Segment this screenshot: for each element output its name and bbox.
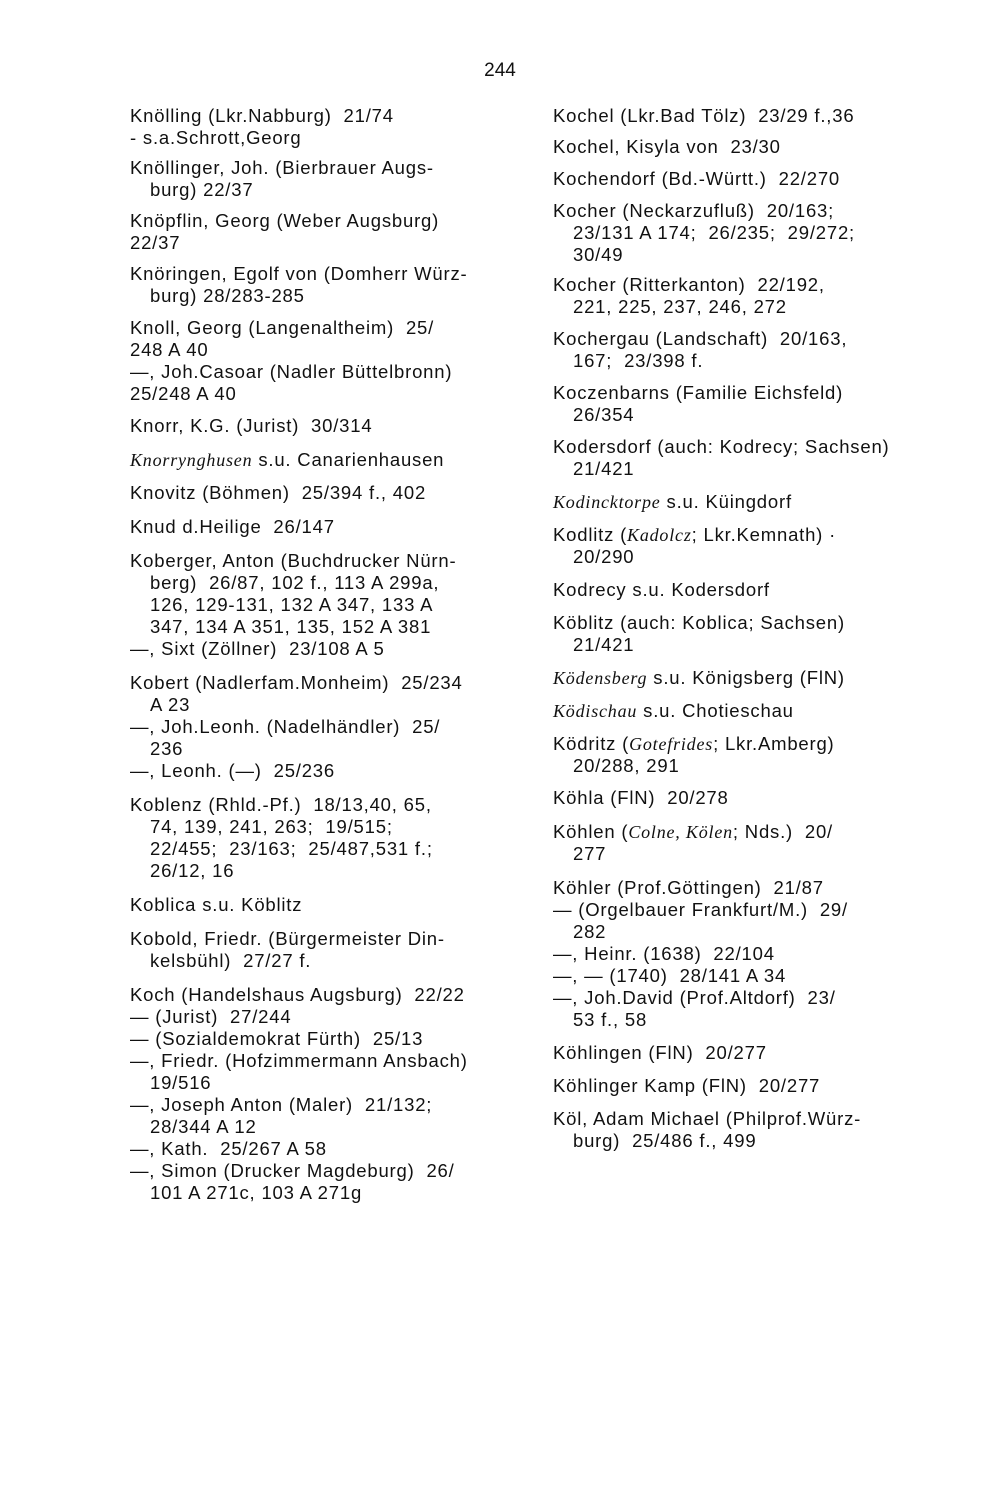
- index-entry: [130, 928, 530, 972]
- index-entry: [130, 449, 530, 471]
- entry-italic-term: Ködensberg: [553, 668, 648, 688]
- index-entry: [553, 1075, 983, 1097]
- entry-italic-term: Knorrynghusen: [130, 450, 253, 470]
- left-column: [130, 105, 530, 1216]
- entry-line: 126, 129-131, 132 A 347, 133 A: [150, 594, 434, 615]
- entry-line: berg) 26/87, 102 f., 113 A 299a,: [150, 572, 440, 593]
- entry-italic-term: Colne, Kölen: [628, 822, 733, 842]
- entry-line: 221, 225, 237, 246, 272: [573, 296, 787, 317]
- entry-text: Ködritz (: [553, 733, 630, 754]
- entry-text: Köhlen (: [553, 821, 629, 842]
- entry-line: — (Jurist) 27/244: [130, 1006, 292, 1027]
- entry-line: 21/421: [573, 458, 635, 479]
- entry-line: burg) 25/486 f., 499: [573, 1130, 757, 1151]
- index-entry: [553, 612, 983, 656]
- index-entry: [553, 200, 983, 266]
- entry-line: [553, 491, 983, 513]
- entry-line: [553, 733, 983, 755]
- entry-line: Kochel, Kisyla von 23/30: [553, 136, 781, 157]
- index-entry: [130, 157, 530, 201]
- entry-line: Koch (Handelshaus Augsburg) 22/22: [130, 984, 465, 1005]
- entry-italic-term: Ködischau: [553, 701, 638, 721]
- index-entry: [553, 168, 983, 190]
- entry-line: 282: [573, 921, 607, 942]
- entry-line: Kochergau (Landschaft) 20/163,: [553, 328, 848, 349]
- entry-italic-term: Gotefrides: [629, 734, 714, 754]
- entry-line: —, Leonh. (—) 25/236: [130, 760, 335, 781]
- entry-line: Köhla (FlN) 20/278: [553, 787, 729, 808]
- entry-reference: s.u. Chotieschau: [637, 700, 794, 721]
- entry-line: Köhlingen (FlN) 20/277: [553, 1042, 767, 1063]
- entry-line: — (Orgelbauer Frankfurt/M.) 29/: [553, 899, 848, 920]
- entry-line: Knölling (Lkr.Nabburg) 21/74: [130, 105, 394, 126]
- index-entry: [130, 794, 530, 882]
- entry-line: —, Joh.Leonh. (Nadelhändler) 25/: [130, 716, 441, 737]
- index-entry: [130, 210, 530, 254]
- index-entry: [553, 667, 983, 689]
- page-number: 244: [484, 60, 516, 81]
- entry-line: Koberger, Anton (Buchdrucker Nürn-: [130, 550, 457, 571]
- entry-line: 248 A 40: [130, 339, 209, 360]
- entry-line: 22/37: [130, 232, 181, 253]
- entry-text: Kodlitz (: [553, 524, 628, 545]
- entry-line: 19/516: [150, 1072, 212, 1093]
- index-entry: [553, 821, 983, 865]
- entry-line: —, Joh.Casoar (Nadler Büttelbronn): [130, 361, 453, 382]
- index-entry: [130, 482, 530, 504]
- entry-line: burg) 28/283-285: [150, 285, 305, 306]
- entry-line: —, Simon (Drucker Magdeburg) 26/: [130, 1160, 455, 1181]
- index-entry: [553, 105, 983, 127]
- entry-text: ; Nds.) 20/: [732, 821, 833, 842]
- entry-line: Kocher (Neckarzufluß) 20/163;: [553, 200, 835, 221]
- entry-line: —, Joseph Anton (Maler) 21/132;: [130, 1094, 433, 1115]
- entry-line: [130, 449, 530, 471]
- index-entry: [130, 516, 530, 538]
- entry-reference: s.u. Küingdorf: [660, 491, 792, 512]
- index-entry: [130, 672, 530, 782]
- entry-line: 74, 139, 241, 263; 19/515;: [150, 816, 393, 837]
- entry-line: —, Sixt (Zöllner) 23/108 A 5: [130, 638, 385, 659]
- index-entry: [130, 550, 530, 660]
- right-column: [553, 105, 983, 1163]
- entry-line: 101 A 271c, 103 A 271g: [150, 1182, 363, 1203]
- index-entry: [553, 787, 983, 809]
- entry-line: Köhler (Prof.Göttingen) 21/87: [553, 877, 824, 898]
- index-entry: [553, 1042, 983, 1064]
- entry-line: Kodersdorf (auch: Kodrecy; Sachsen): [553, 436, 890, 457]
- entry-line: —, Friedr. (Hofzimmermann Ansbach): [130, 1050, 468, 1071]
- entry-line: — (Sozialdemokrat Fürth) 25/13: [130, 1028, 424, 1049]
- entry-line: 28/344 A 12: [150, 1116, 257, 1137]
- entry-line: —, — (1740) 28/141 A 34: [553, 965, 787, 986]
- entry-line: 22/455; 23/163; 25/487,531 f.;: [150, 838, 433, 859]
- index-entry: [553, 524, 983, 568]
- entry-line: Koblenz (Rhld.-Pf.) 18/13,40, 65,: [130, 794, 432, 815]
- entry-line: 277: [573, 843, 607, 864]
- index-entry: [553, 1108, 983, 1152]
- index-entry: [130, 984, 530, 1204]
- entry-line: Knovitz (Böhmen) 25/394 f., 402: [130, 482, 427, 503]
- entry-line: Köl, Adam Michael (Philprof.Würz-: [553, 1108, 862, 1129]
- entry-line: Knud d.Heilige 26/147: [130, 516, 335, 537]
- entry-line: [553, 667, 983, 689]
- entry-line: 25/248 A 40: [130, 383, 237, 404]
- index-entry: [553, 328, 983, 372]
- index-entry: [130, 263, 530, 307]
- index-entry: [553, 579, 983, 601]
- entry-line: A 23: [150, 694, 191, 715]
- entry-italic-term: Kodincktorpe: [553, 492, 661, 512]
- index-entry: [553, 877, 983, 1031]
- entry-line: —, Kath. 25/267 A 58: [130, 1138, 327, 1159]
- index-entry: [130, 415, 530, 437]
- index-entry: [553, 274, 983, 318]
- entry-line: 236: [150, 738, 184, 759]
- entry-line: Köhlinger Kamp (FlN) 20/277: [553, 1075, 821, 1096]
- entry-line: Koblica s.u. Köblitz: [130, 894, 303, 915]
- entry-line: Kocher (Ritterkanton) 22/192,: [553, 274, 825, 295]
- entry-line: Knöringen, Egolf von (Domherr Würz-: [130, 263, 468, 284]
- index-entry: [553, 382, 983, 426]
- index-entry: [553, 436, 983, 480]
- entry-line: kelsbühl) 27/27 f.: [150, 950, 312, 971]
- entry-line: [553, 524, 983, 546]
- entry-line: Kochel (Lkr.Bad Tölz) 23/29 f.,36: [553, 105, 855, 126]
- index-entry: [553, 491, 983, 513]
- entry-line: Knorr, K.G. (Jurist) 30/314: [130, 415, 373, 436]
- entry-line: Knöllinger, Joh. (Bierbrauer Augs-: [130, 157, 434, 178]
- index-entry: [553, 700, 983, 722]
- entry-line: 30/49: [573, 244, 624, 265]
- entry-line: Knöpflin, Georg (Weber Augsburg): [130, 210, 440, 231]
- index-entry: [553, 136, 983, 158]
- entry-text: ; Lkr.Amberg): [713, 733, 835, 754]
- entry-line: - s.a.Schrott,Georg: [130, 127, 302, 148]
- entry-line: [553, 700, 983, 722]
- entry-line: —, Heinr. (1638) 22/104: [553, 943, 775, 964]
- entry-line: 167; 23/398 f.: [573, 350, 704, 371]
- entry-line: 26/12, 16: [150, 860, 235, 881]
- entry-line: Köblitz (auch: Koblica; Sachsen): [553, 612, 845, 633]
- entry-line: Kodrecy s.u. Kodersdorf: [553, 579, 770, 600]
- entry-line: Kobert (Nadlerfam.Monheim) 25/234: [130, 672, 463, 693]
- entry-line: Koczenbarns (Familie Eichsfeld): [553, 382, 844, 403]
- entry-text: ; Lkr.Kemnath) ·: [691, 524, 837, 545]
- entry-line: Kobold, Friedr. (Bürgermeister Din-: [130, 928, 445, 949]
- entry-line: 26/354: [573, 404, 635, 425]
- entry-line: 347, 134 A 351, 135, 152 A 381: [150, 616, 432, 637]
- entry-reference: s.u. Canarienhausen: [252, 449, 445, 470]
- entry-line: 21/421: [573, 634, 635, 655]
- entry-line: —, Joh.David (Prof.Altdorf) 23/: [553, 987, 836, 1008]
- index-entry: [130, 894, 530, 916]
- entry-italic-term: Kadolcz: [627, 525, 692, 545]
- index-entry: [130, 105, 530, 149]
- entry-line: 20/290: [573, 546, 635, 567]
- entry-reference: s.u. Königsberg (FlN): [647, 667, 845, 688]
- index-entry: [130, 317, 530, 405]
- entry-line: 23/131 A 174; 26/235; 29/272;: [573, 222, 855, 243]
- index-entry: [553, 733, 983, 777]
- entry-line: 53 f., 58: [573, 1009, 648, 1030]
- entry-line: [553, 821, 983, 843]
- entry-line: Kochendorf (Bd.-Württ.) 22/270: [553, 168, 841, 189]
- entry-line: 20/288, 291: [573, 755, 680, 776]
- entry-line: Knoll, Georg (Langenaltheim) 25/: [130, 317, 435, 338]
- entry-line: burg) 22/37: [150, 179, 254, 200]
